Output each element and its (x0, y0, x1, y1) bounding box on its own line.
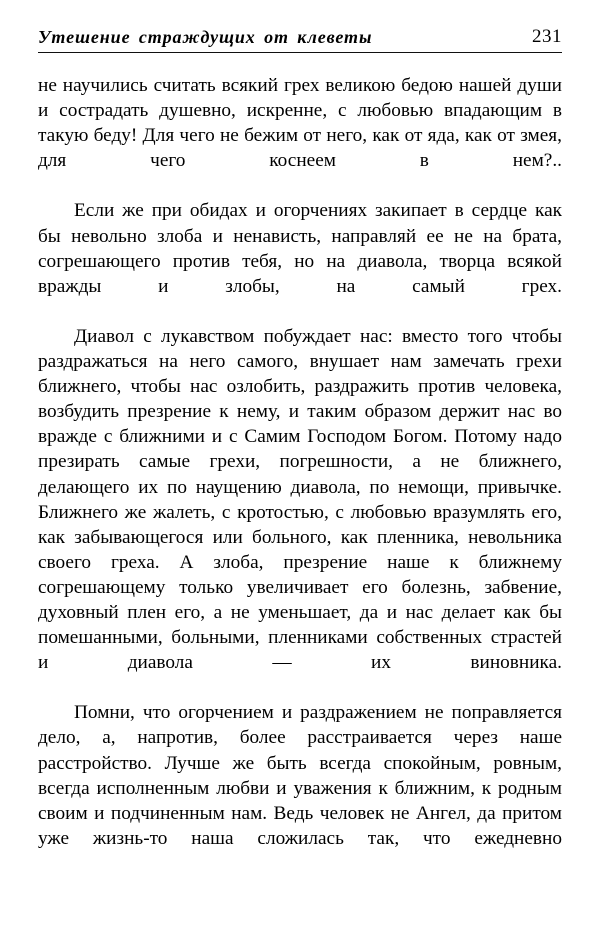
running-head-title: Утешение страждущих от клеветы (38, 27, 373, 47)
running-head (38, 0, 562, 52)
paragraph: не научились считать всякий грех великою бедою нашей души и сострадать душевно, искренне, с любовью впадающим в такую беду! Для чего не бежим от него, как от яда, как от змея, для чего коснеем в нем?.. (38, 75, 562, 172)
header-divider-rule (38, 52, 562, 53)
page-number: 231 (532, 26, 562, 47)
paragraph: Если же при обидах и огорчениях закипает в сердце как бы невольно злоба и ненависть, направляй ее не на брата, согрешающего против тебя, но на диавола, творца всякой вражды и злобы, на самый грех. (38, 200, 562, 297)
paragraph: Диавол с лукавством побуждает нас: вместо того чтобы раздражаться на него самого, внушает нам замечать грехи ближнего, чтобы нас озлобить, раздражить против человека, возбудить презрение к нему, и таким образом держит нас во вражде с ближними и с Самим Господом Богом. Потому надо презирать самые грехи, погрешности, а не ближнего, делающего их по наущению диавола, по немощи, привычке. Ближнего же жалеть, с кротостью, с любовью вразумлять его, как забывающегося или больного, как пленника, невольника своего греха. А злоба, презрение наше к ближнему согрешающему только увеличивает его болезнь, забвение, духовный плен его, а не уменьшает, да и нас делает как бы помешанными, больными, пленниками собственных страстей и диавола — их виновника. (38, 325, 562, 674)
paragraph: Помни, что огорчением и раздражением не поправляется дело, а, напротив, более расстраивается через наше расстройство. Лучше же быть всегда спокойным, ровным, всегда исполненным любви и уважения к ближним, к родным своим и подчиненным нам. Ведь человек не Ангел, да притом уже жизнь-то наша сложилась так, что ежедневно (38, 702, 562, 849)
body-text-column (38, 73, 562, 876)
